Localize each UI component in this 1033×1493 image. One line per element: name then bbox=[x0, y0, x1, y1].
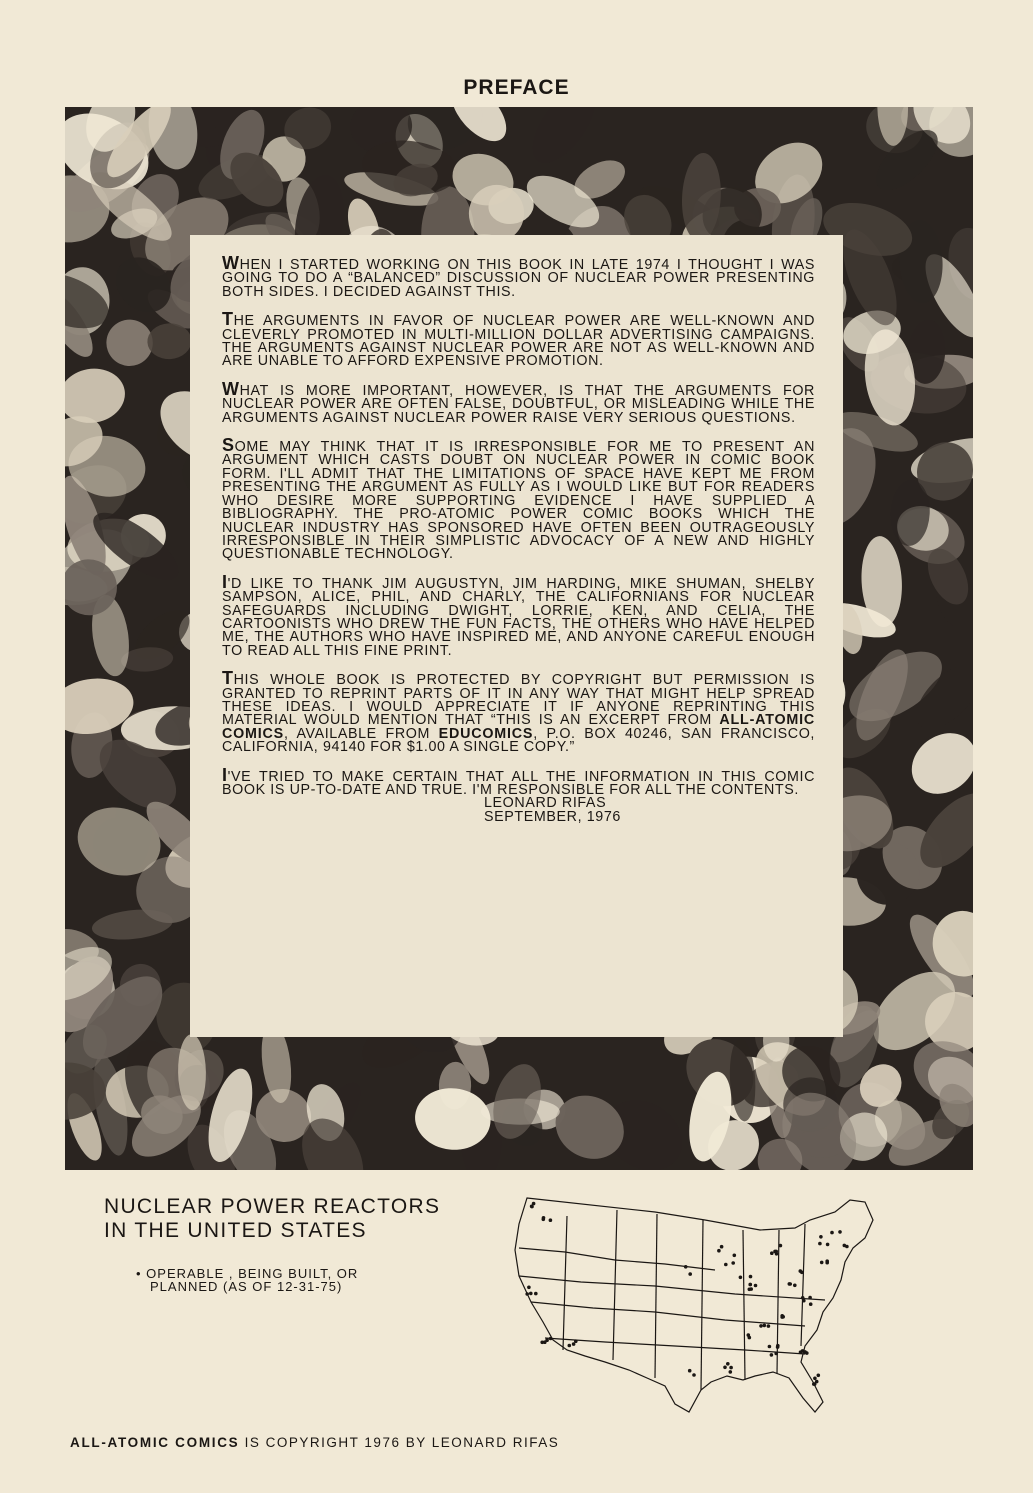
footer-comic-title: ALL-ATOMIC COMICS bbox=[70, 1435, 240, 1450]
map-legend bbox=[136, 1267, 358, 1293]
preface-paragraph-2: THE ARGUMENTS IN FAVOR OF NUCLEAR POWER ARE WELL-KNOWN AND CLEVERLY PROMOTED IN MULTI-MILLION DOLLAR ADVERTISING CAMPAIGNS. THE ARGUMENTS AGAINST NUCLEAR POWER ARE NOT AS WELL-KNOWN AND ARE UNABLE TO AFFORD EXPENSIVE PROMOTION. bbox=[222, 309, 815, 370]
preface-paragraph-6: THIS WHOLE BOOK IS PROTECTED BY COPYRIGHT BUT PERMISSION IS GRANTED TO REPRINT PARTS OF IT IN ANY WAY THAT MIGHT HELP SPREAD THESE IDEAS. I WOULD APPRECIATE IT IF ANYONE REPRINTING THIS MATERIAL WOULD MENTION THAT “THIS IS AN EXCERPT FROM ALL-ATOMIC COMICS, AVAILABLE FROM EDUCOMICS, P.O. BOX 40246, SAN FRANCISCO, CALIFORNIA, 94140 FOR $1.00 A SINGLE COPY.” bbox=[222, 668, 815, 756]
reactor-dots bbox=[525, 1202, 848, 1386]
us-reactor-map bbox=[505, 1190, 895, 1420]
legend-line-2: PLANNED (AS OF 12-31-75) bbox=[150, 1279, 343, 1294]
signature bbox=[484, 797, 815, 824]
map-title bbox=[104, 1195, 440, 1243]
comic-title: ALL-ATOMIC COMICS bbox=[222, 712, 815, 742]
map-title-line-1: NUCLEAR POWER REACTORS bbox=[104, 1195, 441, 1218]
page-title: PREFACE bbox=[463, 76, 570, 99]
preface-paragraph-5: I'D LIKE TO THANK JIM AUGUSTYN, JIM HARDING, MIKE SHUMAN, SHELBY SAMPSON, ALICE, PHIL, AND CHARLY, THE CALIFORNIANS FOR NUCLEAR SAFEGUARDS INCLUDING DWIGHT, LORRIE, KEN, AND CELIA, THE CARTOONISTS WHO DREW THE FUN FACTS, THE OTHERS WHO HAVE HELPED ME, THE AUTHORS WHO HAVE INSPIRED ME, AND ANYONE CAREFUL ENOUGH TO READ ALL THIS FINE PRINT. bbox=[222, 571, 815, 659]
preface-paragraph-4: SOME MAY THINK THAT IT IS IRRESPONSIBLE FOR ME TO PRESENT AN ARGUMENT WHICH CASTS DOUBT ON NUCLEAR POWER IN COMIC BOOK FORM. I'LL ADMIT THAT THE LIMITATIONS OF SPACE HAVE KEPT ME FROM PRESENTING THE ARGUMENT AS FULLY AS I WOULD LIKE BUT FOR READERS WHO DESIRE MORE SUPPORTING EVIDENCE I HAVE SUPPLIED A BIBLIOGRAPHY. THE PRO-ATOMIC POWER COMIC BOOKS WHICH THE NUCLEAR INDUSTRY HAS SPONSORED HAVE OFTEN BEEN OUTRAGEOUSLY IRRESPONSIBLE IN THEIR SIMPLISTIC ADVOCACY OF A NEW AND HIGHLY QUESTIONABLE TECHNOLOGY. bbox=[222, 435, 815, 563]
preface-text-panel bbox=[190, 235, 843, 1037]
footer-copyright: IS COPYRIGHT 1976 BY LEONARD RIFAS bbox=[244, 1435, 560, 1450]
signature-date: SEPTEMBER, 1976 bbox=[484, 808, 621, 825]
preface-paragraph-3: WHAT IS MORE IMPORTANT, HOWEVER, IS THAT THE ARGUMENTS FOR NUCLEAR POWER ARE OFTEN FALSE, DOUBTFUL, OR MISLEADING WHILE THE ARGUMENTS AGAINST NUCLEAR POWER RAISE VERY SERIOUS QUESTIONS. bbox=[222, 378, 815, 426]
us-outline bbox=[515, 1198, 873, 1412]
publisher-name: EDUCOMICS bbox=[438, 725, 534, 742]
preface-paragraph-1: WHEN I STARTED WORKING ON THIS BOOK IN LATE 1974 I THOUGHT I WAS GOING TO DO A “BALANCED” DISCUSSION OF NUCLEAR POWER PRESENTING BOTH SIDES. I DECIDED AGAINST THIS. bbox=[222, 253, 815, 300]
legend-line-1: • OPERABLE , BEING BUILT, OR bbox=[136, 1266, 359, 1281]
preface-paragraph-7: I'VE TRIED TO MAKE CERTAIN THAT ALL THE INFORMATION IN THIS COMIC BOOK IS UP-TO-DATE AND TRUE. I'M RESPONSIBLE FOR ALL THE CONTENTS. bbox=[222, 764, 815, 798]
copyright-footer bbox=[70, 1435, 559, 1450]
map-title-line-2: IN THE UNITED STATES bbox=[104, 1219, 367, 1242]
signature-name: LEONARD RIFAS bbox=[484, 795, 607, 812]
